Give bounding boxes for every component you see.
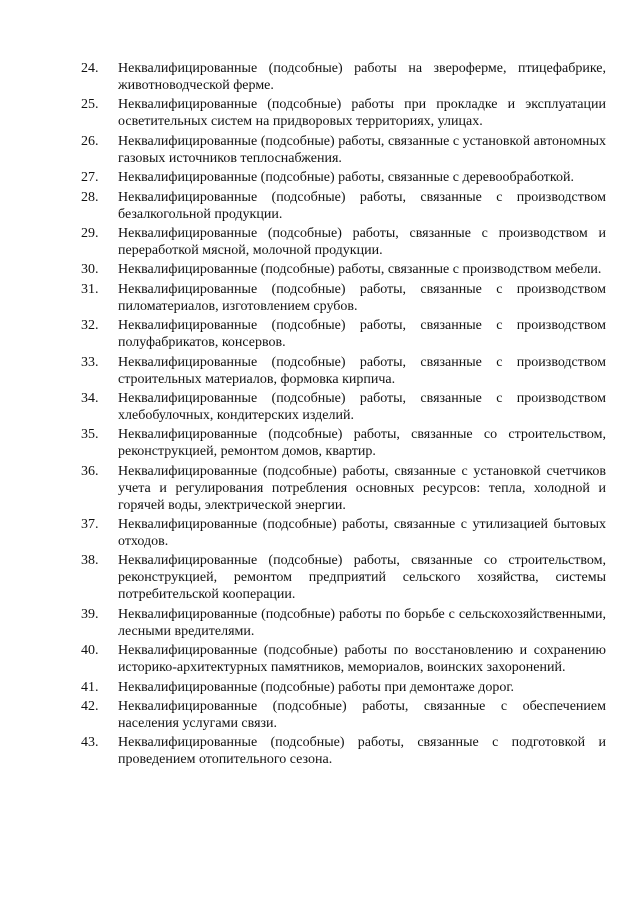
item-text: Неквалифицированные (подсобные) работы, связанные со строительством, реконструкцией, ремонтом предприятий сельского хозяйства, системы потребительской кооперации. (118, 553, 606, 603)
list-item (81, 734, 606, 768)
list-item (81, 516, 606, 550)
item-number: 42. (81, 699, 99, 715)
list-item (81, 133, 606, 167)
item-text: Неквалифицированные (подсобные) работы, связанные с установкой счетчиков учета и регулирования потребления основных ресурсов: тепла, холодной и горячей воды, электрической энергии. (118, 463, 606, 513)
list-item (81, 354, 606, 388)
item-number: 29. (81, 225, 99, 241)
item-text: Неквалифицированные (подсобные) работы, связанные с установкой автономных газовых источников теплоснабжения. (118, 133, 606, 166)
list-item (81, 96, 606, 130)
item-text: Неквалифицированные (подсобные) работы, связанные с производством хлебобулочных, кондитерских изделий. (118, 390, 606, 423)
item-text: Неквалифицированные (подсобные) работы, связанные с обеспечением населения услугами связи. (118, 699, 606, 732)
list-item (81, 169, 606, 186)
list-item (81, 390, 606, 424)
item-number: 24. (81, 61, 99, 76)
list-item (81, 698, 606, 732)
item-text: Неквалифицированные (подсобные) работы по борьбе с сельскохозяйственными, лесными вредителями. (118, 606, 606, 639)
item-text: Неквалифицированные (подсобные) работы при прокладке и эксплуатации осветительных систем на придворовых территориях, улицах. (118, 97, 606, 130)
item-number: 41. (81, 679, 99, 695)
list-item (81, 606, 606, 640)
item-text: Неквалифицированные (подсобные) работы на звероферме, птицефабрике, животноводческой ферме. (118, 61, 606, 93)
item-number: 31. (81, 281, 99, 297)
item-number: 34. (81, 390, 99, 406)
list-item (81, 317, 606, 351)
item-text: Неквалифицированные (подсобные) работы, связанные с производством безалкогольной продукции. (118, 189, 606, 222)
list-item (81, 642, 606, 676)
item-text: Неквалифицированные (подсобные) работы, связанные с производством полуфабрикатов, консервов. (118, 318, 606, 351)
item-number: 36. (81, 463, 99, 479)
item-number: 38. (81, 553, 99, 569)
item-text: Неквалифицированные (подсобные) работы, связанные с производством строительных материалов, формовка кирпича. (118, 354, 606, 387)
item-text: Неквалифицированные (подсобные) работы, связанные с производством и переработкой мясной, молочной продукции. (118, 225, 606, 258)
list-item (81, 463, 606, 514)
item-number: 39. (81, 606, 99, 622)
list-item (81, 281, 606, 315)
item-number: 37. (81, 517, 99, 533)
item-text: Неквалифицированные (подсобные) работы, связанные с деревообработкой. (118, 170, 575, 186)
item-number: 26. (81, 133, 99, 149)
item-number: 35. (81, 427, 99, 443)
work-list (81, 60, 606, 771)
item-text: Неквалифицированные (подсобные) работы, связанные с производством мебели. (118, 262, 602, 278)
list-item (81, 60, 606, 94)
list-item (81, 189, 606, 223)
item-number: 32. (81, 318, 99, 334)
item-number: 33. (81, 354, 99, 370)
item-number: 27. (81, 170, 99, 186)
list-item (81, 426, 606, 460)
item-number: 25. (81, 97, 99, 113)
item-number: 30. (81, 262, 99, 278)
list-item (81, 261, 606, 278)
item-number: 28. (81, 189, 99, 205)
item-text: Неквалифицированные (подсобные) работы, связанные со строительством, реконструкцией, ремонтом домов, квартир. (118, 427, 606, 460)
item-text: Неквалифицированные (подсобные) работы по восстановлению и сохранению историко-архитектурных памятников, мемориалов, воинских захоронений. (118, 643, 606, 676)
item-text: Неквалифицированные (подсобные) работы, связанные с утилизацией бытовых отходов. (118, 517, 606, 550)
item-text: Неквалифицированные (подсобные) работы, связанные с производством пиломатериалов, изготовлением срубов. (118, 281, 606, 314)
list-item (81, 679, 606, 696)
list-item (81, 225, 606, 259)
item-text: Неквалифицированные (подсобные) работы при демонтаже дорог. (118, 679, 514, 695)
item-number: 40. (81, 643, 99, 659)
item-text: Неквалифицированные (подсобные) работы, связанные с подготовкой и проведением отопительного сезона. (118, 735, 606, 768)
item-number: 43. (81, 735, 99, 751)
list-item (81, 552, 606, 603)
